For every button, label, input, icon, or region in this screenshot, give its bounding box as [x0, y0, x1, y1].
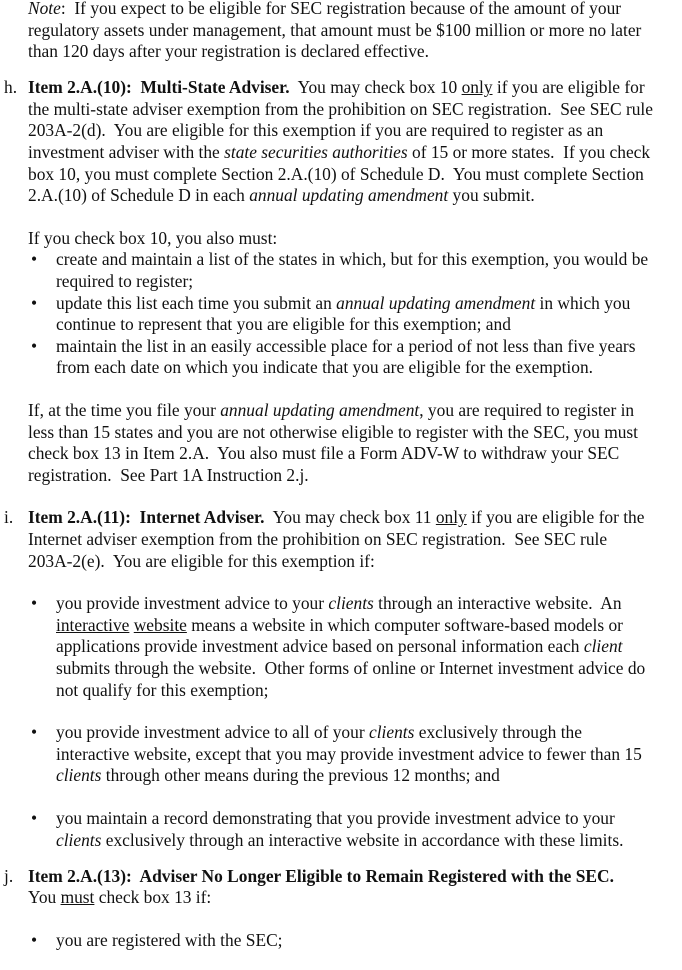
text-segment: You may check box 11: [264, 507, 436, 528]
text-segment: create and maintain a list of the states in which, but for this exemption, you would be: [56, 249, 649, 270]
defined-term: state securities authorities: [224, 142, 408, 163]
text-line: [0, 120, 682, 142]
section-item: [0, 507, 682, 572]
bullet-icon: •: [31, 593, 38, 614]
text-segment: from each date on which you indicate that you are eligible for the exemption.: [56, 357, 593, 378]
text-segment: means a website in which computer software-based models or: [186, 614, 623, 635]
bullet-icon: •: [31, 807, 38, 828]
text-segment: , you are required to register in: [419, 400, 635, 420]
text-line: [0, 228, 682, 250]
text-line: [0, 658, 682, 680]
text-line: [0, 422, 682, 444]
text-line: [0, 20, 682, 42]
text-line: [0, 164, 682, 186]
text-segment: through an interactive website. An: [373, 593, 622, 614]
text-line: [0, 930, 682, 952]
text-line: [0, 529, 682, 551]
text-segment: not qualify for this exemption;: [56, 679, 269, 700]
text-segment: if you are eligible for the: [466, 507, 645, 528]
text-line: [0, 680, 682, 702]
text-segment: interactive website, except that you may provide investment advice to fewer than 15: [56, 743, 642, 764]
text-line: [0, 593, 682, 615]
bullet-item: [0, 930, 682, 952]
text-line: [0, 722, 682, 744]
text-segment: you maintain a record demonstrating that you provide investment advice to your: [56, 807, 615, 828]
text-line: [0, 507, 682, 529]
bullet-item: [0, 249, 682, 292]
paragraph: [0, 0, 682, 63]
text-segment: update this list each time you submit an: [56, 292, 337, 313]
text-line: [0, 41, 682, 63]
text-segment: you provide investment advice to your: [56, 593, 329, 614]
text-segment: exclusively through an interactive website in accordance with these limits.: [101, 829, 624, 850]
text-line: [0, 830, 682, 852]
text-line: [0, 465, 682, 487]
text-segment: you provide investment advice to all of your: [56, 722, 369, 743]
defined-term: annual updating amendment: [336, 292, 536, 313]
text-line: [0, 314, 682, 336]
item-marker: h.: [4, 77, 18, 98]
text-line: [0, 249, 682, 271]
text-line: [0, 615, 682, 637]
item-heading: Item 2.A.(13): Adviser No Longer Eligible to Remain Registered with the SEC.: [28, 865, 614, 886]
text-line: [0, 551, 682, 573]
item-marker: j.: [4, 865, 14, 886]
bullet-icon: •: [31, 929, 38, 950]
text-segment: the multi-state adviser exemption from the prohibition on SEC registration. See SEC rule: [28, 98, 653, 119]
emphasis-text: interactive: [56, 614, 130, 635]
text-line: [0, 99, 682, 121]
text-line: [0, 77, 682, 99]
text-line: [0, 142, 682, 164]
text-segment: : If you expect to be eligible for SEC registration because of the amount of your: [60, 0, 622, 18]
text-segment: submits through the website. Other forms of online or Internet investment advice do: [56, 657, 646, 678]
emphasis-text: website: [133, 614, 187, 635]
text-segment: investment adviser with the: [28, 142, 225, 163]
text-segment: You may check box 10: [289, 77, 462, 98]
text-segment: maintain the list in an easily accessible place for a period of not less than five years: [56, 335, 636, 356]
item-marker: i.: [4, 507, 14, 528]
text-line: [0, 887, 682, 909]
text-segment: required to register;: [56, 271, 194, 292]
text-line: [0, 293, 682, 315]
text-segment: If, at the time you file your: [28, 400, 221, 420]
text-line: [0, 765, 682, 787]
defined-term: clients: [328, 593, 374, 614]
defined-term: clients: [368, 722, 415, 743]
text-segment: in which you: [535, 292, 631, 313]
text-segment: of 15 or more states. If you check: [407, 142, 651, 163]
defined-term: clients: [56, 765, 102, 786]
defined-term: annual updating amendment: [220, 400, 420, 420]
bullet-icon: •: [31, 292, 38, 313]
text-segment: continue to represent that you are eligible for this exemption; and: [56, 314, 511, 335]
text-line: [0, 271, 682, 293]
emphasis-text: must: [60, 887, 95, 908]
defined-term: Note: [28, 0, 61, 18]
bullet-item: [0, 293, 682, 336]
text-line: [0, 636, 682, 658]
bullet-item: [0, 593, 682, 701]
text-line: [0, 185, 682, 207]
bullet-icon: •: [31, 249, 38, 270]
text-line: [0, 744, 682, 766]
defined-term: client: [583, 636, 623, 657]
paragraph: [0, 228, 682, 250]
defined-term: clients: [56, 829, 102, 850]
text-segment: 203A-2(d). You are eligible for this exemption if you are required to register as an: [28, 120, 604, 141]
text-line: [0, 0, 682, 20]
bullet-item: [0, 722, 682, 787]
text-segment: you are registered with the SEC;: [56, 929, 283, 950]
text-segment: less than 15 states and you are not otherwise eligible to register with the SEC, you must: [28, 421, 639, 442]
text-segment: check box 13 if:: [94, 887, 212, 908]
text-segment: You: [28, 887, 61, 908]
section-item: [0, 77, 682, 207]
section-item: [0, 866, 682, 909]
bullet-icon: •: [31, 722, 38, 743]
text-segment: Internet adviser exemption from the prohibition on SEC registration. See SEC rule: [28, 528, 608, 549]
bullet-item: [0, 336, 682, 379]
text-segment: box 10, you must complete Section 2.A.(10) of Schedule D. You must complete Section: [28, 163, 644, 184]
paragraph: [0, 400, 682, 486]
text-segment: than 120 days after your registration is declared effective.: [28, 41, 429, 62]
text-line: [0, 443, 682, 465]
item-heading: Item 2.A.(11): Internet Adviser.: [28, 507, 265, 528]
text-segment: if you are eligible for: [492, 77, 645, 98]
emphasis-text: only: [461, 77, 493, 98]
bullet-icon: •: [31, 335, 38, 356]
text-line: [0, 866, 682, 888]
text-segment: If you check box 10, you also must:: [28, 227, 278, 248]
item-heading: Item 2.A.(10): Multi-State Adviser.: [28, 77, 290, 98]
text-segment: check box 13 in Item 2.A. You also must file a Form ADV-W to withdraw your SEC: [28, 443, 620, 464]
text-segment: you submit.: [448, 185, 535, 206]
text-line: [0, 357, 682, 379]
text-segment: applications provide investment advice based on personal information each: [56, 636, 584, 657]
text-segment: through other means during the previous 12 months; and: [101, 765, 500, 786]
emphasis-text: only: [435, 507, 467, 528]
text-segment: 2.A.(10) of Schedule D in each: [28, 185, 250, 206]
text-line: [0, 336, 682, 358]
text-segment: 203A-2(e). You are eligible for this exemption if:: [28, 550, 375, 571]
text-segment: registration. See Part 1A Instruction 2.j.: [28, 464, 309, 485]
text-segment: exclusively through the: [414, 722, 582, 743]
bullet-item: [0, 808, 682, 851]
defined-term: annual updating amendment: [249, 185, 449, 206]
text-segment: regulatory assets under management, that amount must be $100 million or more no later: [28, 19, 642, 40]
text-line: [0, 808, 682, 830]
text-line: [0, 400, 682, 422]
